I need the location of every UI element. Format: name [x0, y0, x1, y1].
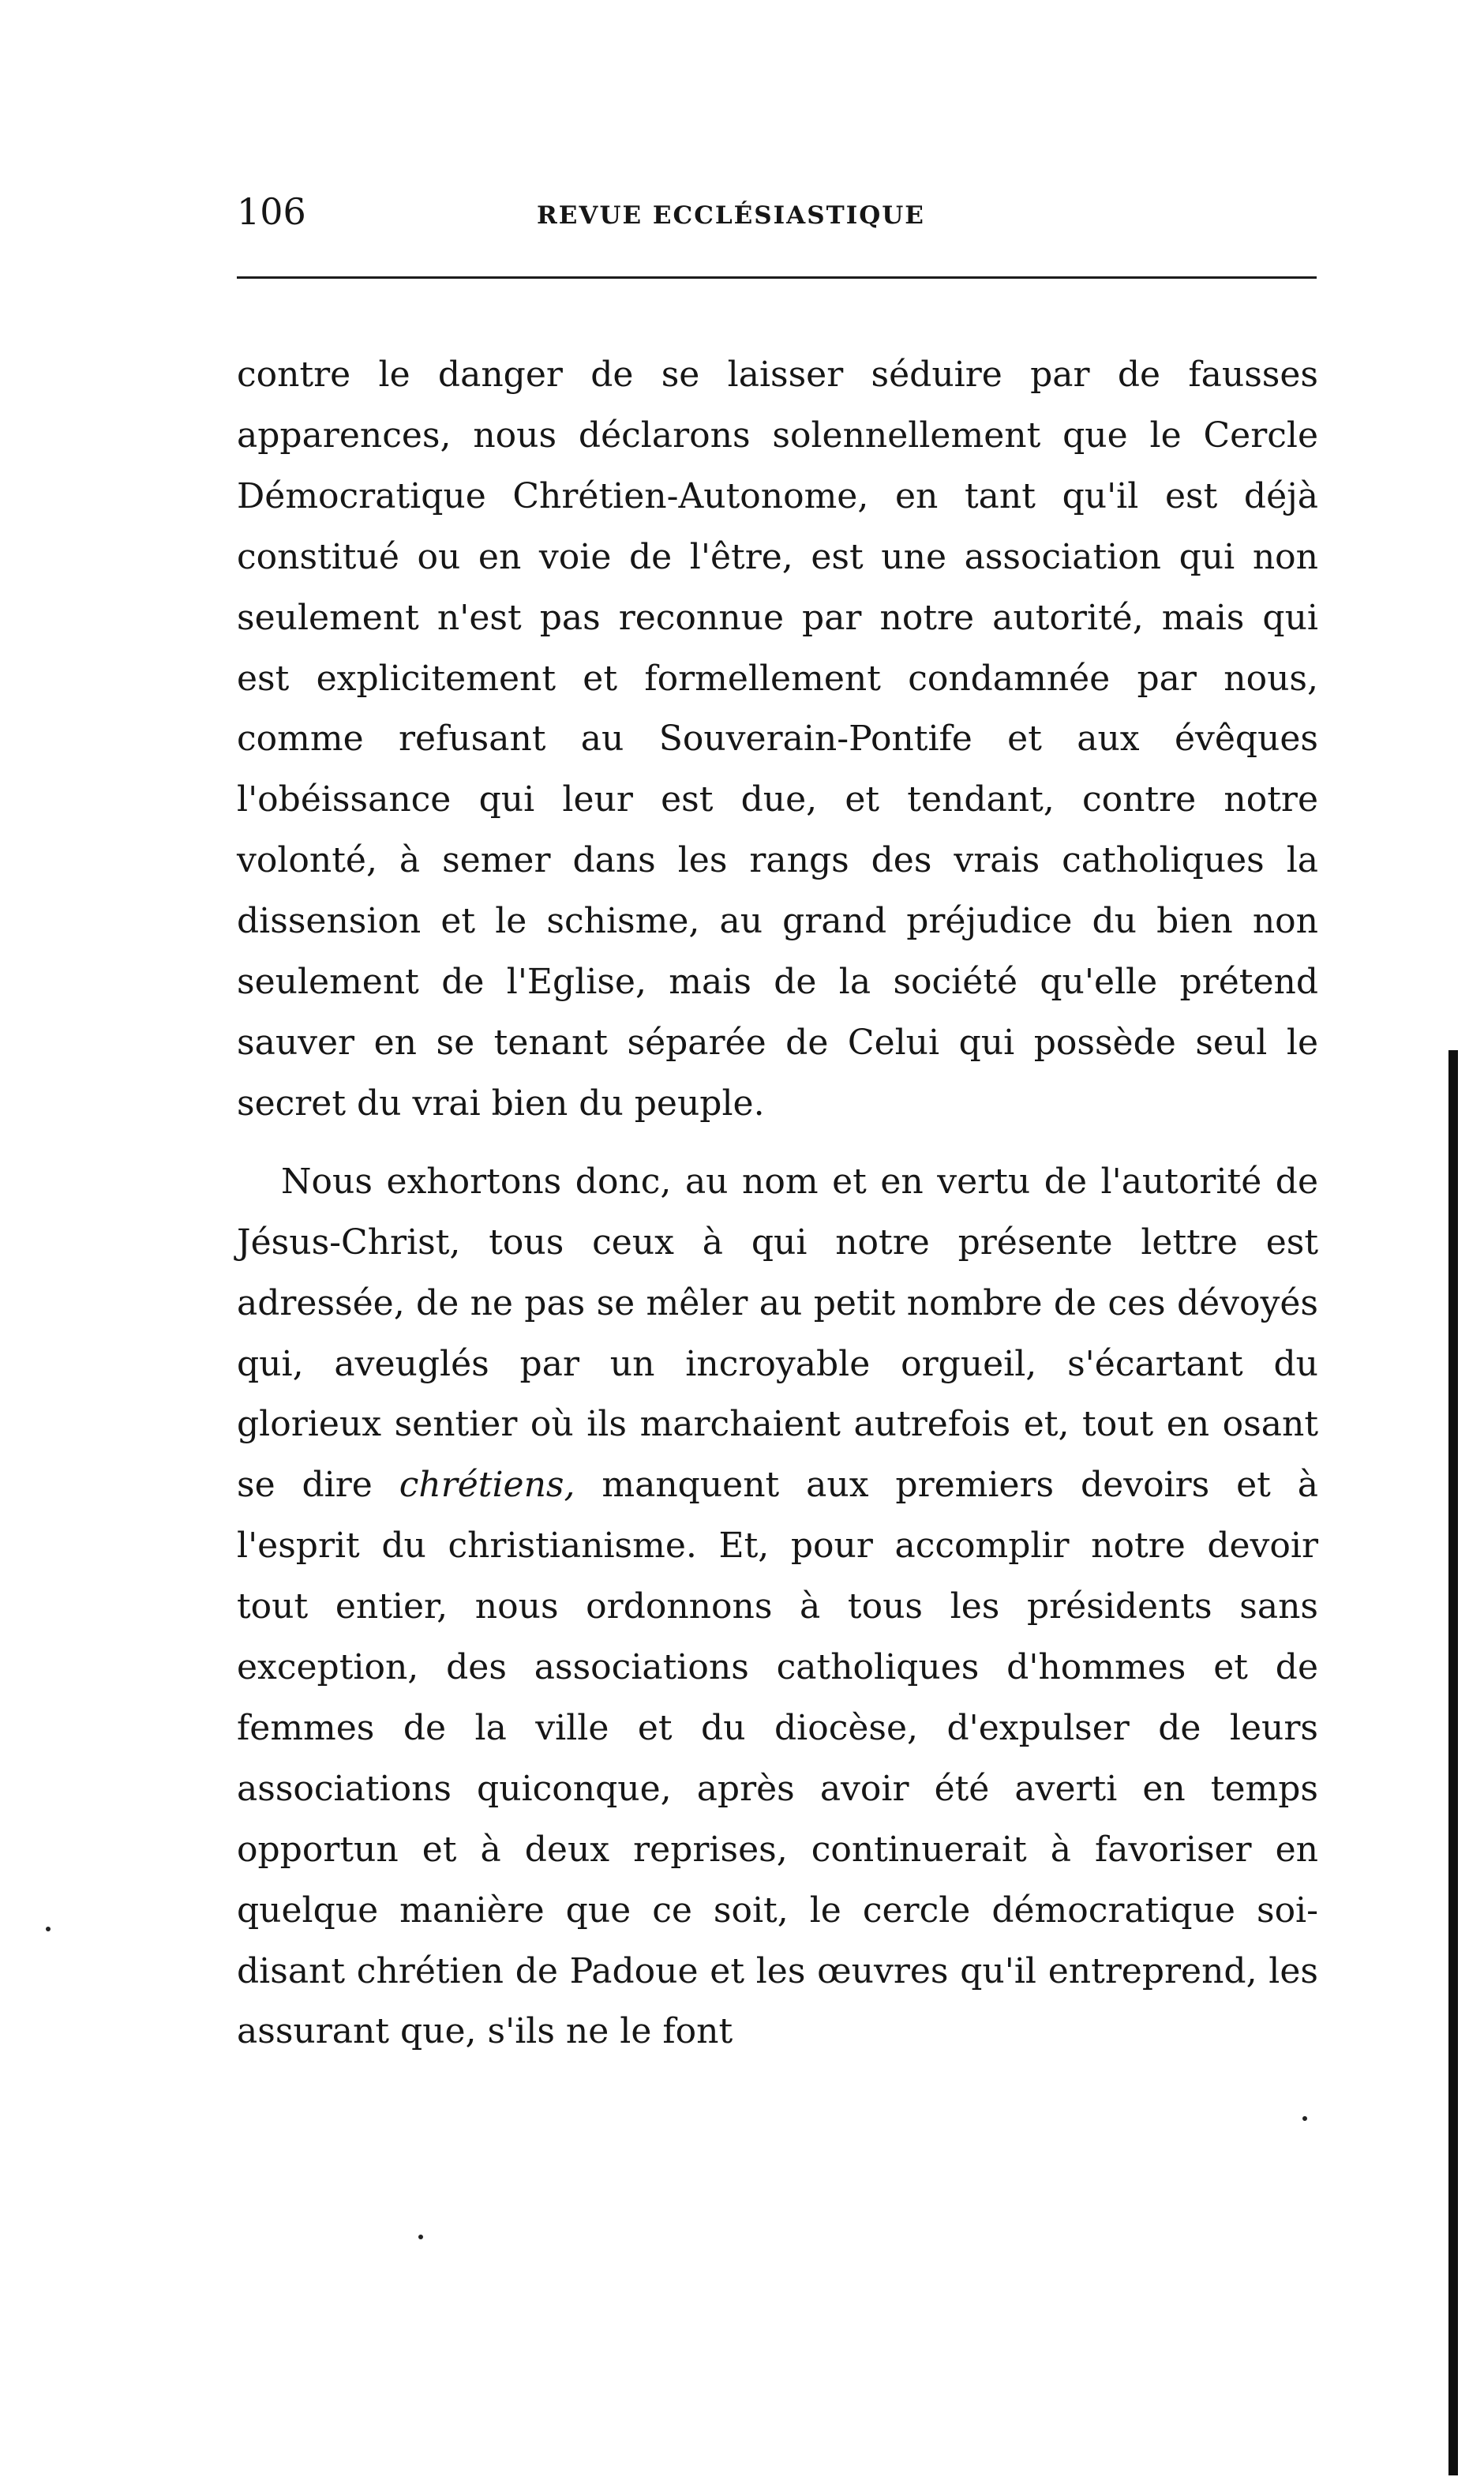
paragraph-2: [237, 1152, 1318, 2063]
scan-speck: [46, 1927, 51, 1931]
paragraph-1: contre le danger de se laisser séduire par de fausses apparences, nous déclarons solennellement que le Cercle Démocratique Chrétien-Autonome, en tant qu'il est déjà constitué ou en voie de l'être, est une association qui non seulement n'est pas reconnue par notre autorité, mais qui est explicitement et formellement condamnée par nous, comme refusant au Souverain-Pontife et aux évêques l'obéissance qui leur est due, et tendant, contre notre volonté, à semer dans les rangs des vrais catholiques la dissension et le schisme, au grand préjudice du bien non seulement de l'Eglise, mais de la société qu'elle prétend sauver en se tenant séparée de Celui qui possède seul le secret du vrai bien du peuple.: [237, 355, 1318, 1124]
paragraph-2-italic-word: chrétiens,: [399, 1465, 575, 1506]
paragraph-2-text-a: Nous exhortons donc, au nom et en vertu de l'autorité de Jésus-Christ, tous ceux à qui notre présente lettre est adressée, de ne pas se mêler au petit nombre de ces dévoyés qui, aveuglés par un incroyable orgueil, s'écartant du glorieux sentier où ils marchaient autrefois et, tout en osant se dire: [237, 1161, 1318, 1506]
running-title: REVUE ECCLÉSIASTIQUE: [537, 201, 925, 230]
paragraph-2-text-b: manquent aux premiers devoirs et à l'esprit du christianisme. Et, pour accomplir notre devoir tout entier, nous ordonnons à tous les présidents sans exception, des associations catholiques d'hommes et de femmes de la ville et du diocèse, d'expulser de leurs associations quiconque, après avoir été averti en temps opportun et à deux reprises, continuerait à favoriser en quelque manière que ce soit, le cercle démocratique soi-disant chrétien de Padoue et les œuvres qu'il entreprend, les assurant que, s'ils ne le font: [237, 1465, 1318, 2052]
scan-speck: [1302, 2116, 1307, 2121]
page-number: 106: [237, 190, 306, 233]
scan-edge-shadow: [1448, 1050, 1458, 2475]
body-text: [237, 345, 1318, 2062]
header-rule: [237, 276, 1317, 279]
page-header: [237, 188, 1317, 251]
scan-speck: [418, 2235, 423, 2239]
paragraph-gap: [237, 1135, 1318, 1152]
